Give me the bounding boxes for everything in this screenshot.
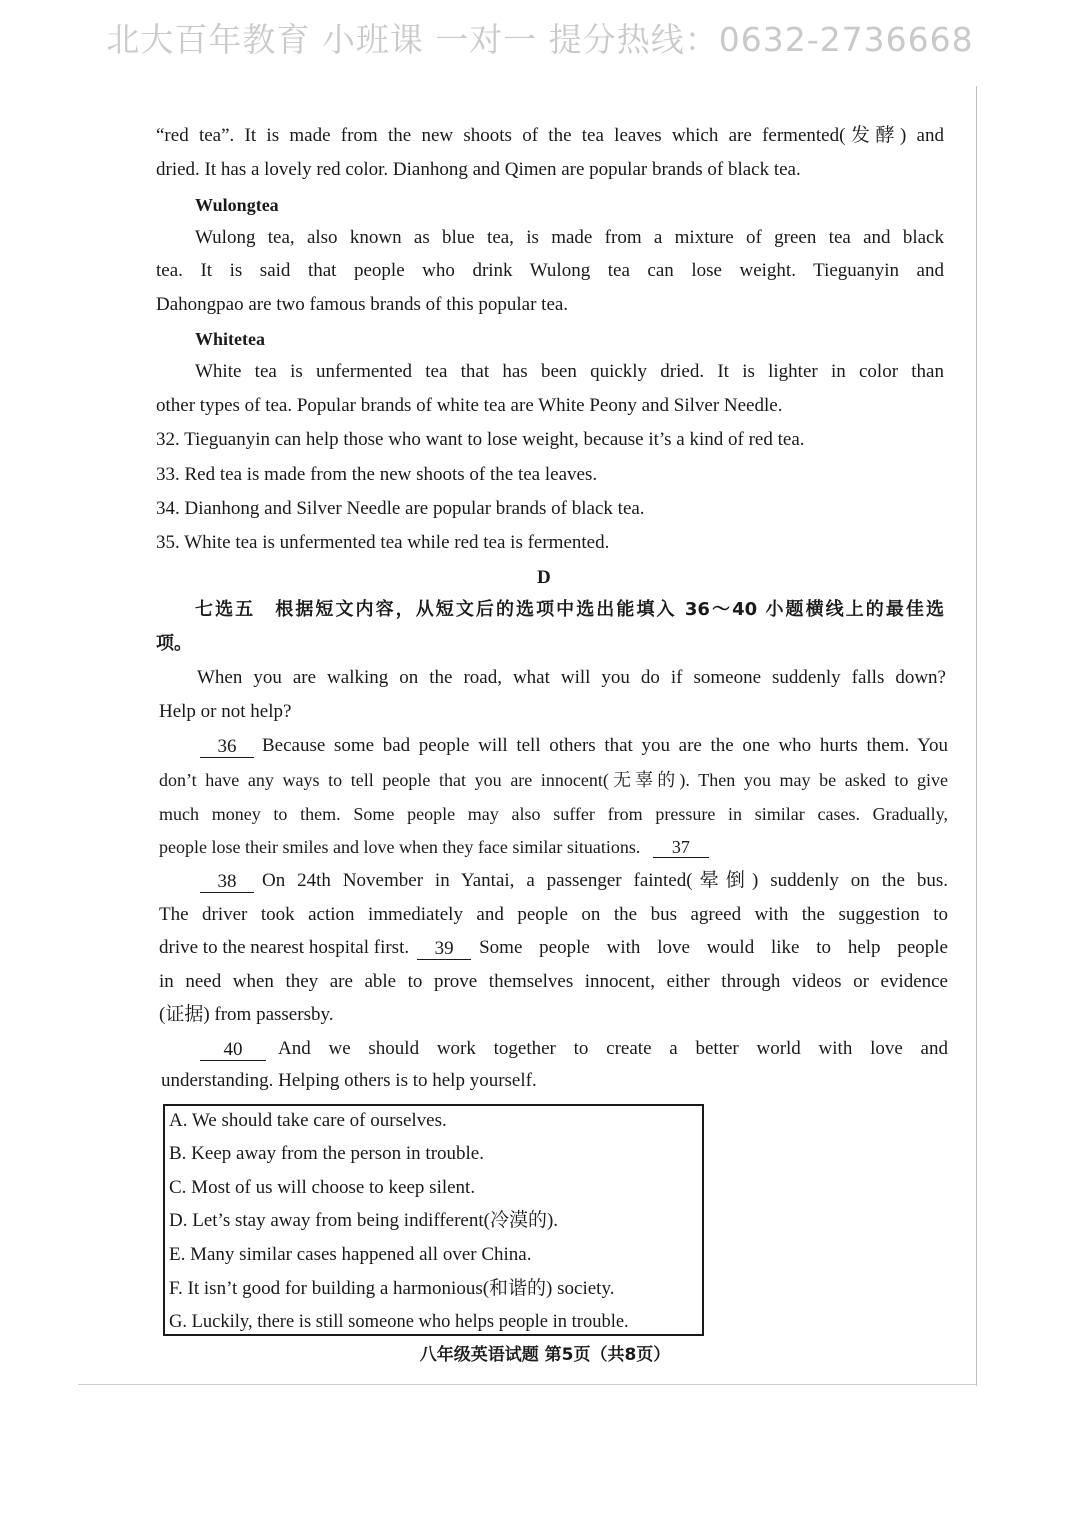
d-para2-line-1 xyxy=(200,734,948,758)
d-para3-line-3a: drive to the nearest hospital first. xyxy=(159,937,410,958)
wulong-line-1: Wulong tea, also known as blue tea, is made from a mixture of green tea and black xyxy=(195,227,944,248)
question-35: 35. White tea is unfermented tea while red tea is fermented. xyxy=(156,532,610,553)
red-tea-line-2: dried. It has a lovely red color. Dianhong and Qimen are popular brands of black tea. xyxy=(156,159,801,180)
question-34: 34. Dianhong and Silver Needle are popular brands of black tea. xyxy=(156,498,645,519)
d-para3-line-2: The driver took action immediately and people on the bus agreed with the suggestion to xyxy=(159,904,948,925)
d-para3-line-3 xyxy=(159,936,948,960)
scan-edge-right xyxy=(976,86,977,1386)
option-c[interactable]: C. Most of us will choose to keep silent. xyxy=(169,1177,476,1198)
option-d[interactable]: D. Let’s stay away from being indifferent(冷漠的). xyxy=(169,1210,559,1231)
scan-edge-bottom xyxy=(78,1384,977,1385)
d-para3-line-1 xyxy=(200,869,948,893)
page-footer: 八年级英语试题 第5页（共8页） xyxy=(419,1345,671,1365)
option-b[interactable]: B. Keep away from the person in trouble. xyxy=(169,1143,484,1164)
option-g[interactable]: G. Luckily, there is still someone who helps people in trouble. xyxy=(169,1312,629,1332)
section-d-instruction-2: 项。 xyxy=(156,633,192,654)
d-para2-line-3: much money to them. Some people may also suffer from pressure in similar cases. Gradually, xyxy=(159,804,948,824)
white-tea-line-2: other types of tea. Popular brands of white tea are White Peony and Silver Needle. xyxy=(156,395,783,416)
option-f[interactable]: F. It isn’t good for building a harmonious(和谐的) society. xyxy=(169,1278,615,1299)
blank-38[interactable]: 38 xyxy=(200,872,254,893)
d-para4-line-1-text: And we should work together to create a better world with love and xyxy=(278,1038,948,1059)
d-para1-line-2: Help or not help? xyxy=(159,701,292,722)
d-para3-line-5: (证据) from passersby. xyxy=(159,1004,334,1025)
watermark-hotline: 北大百年教育 小班课 一对一 提分热线：0632-2736668 xyxy=(106,20,974,59)
blank-40[interactable]: 40 xyxy=(200,1040,266,1061)
white-tea-line-1: White tea is unfermented tea that has been quickly dried. It is lighter in color than xyxy=(195,361,944,382)
red-tea-line-1: “red tea”. It is made from the new shoots of the tea leaves which are fermented(发酵) and xyxy=(156,125,944,146)
section-d-label: D xyxy=(537,567,551,588)
d-para3-line-4: in need when they are able to prove themselves innocent, either through videos or evidence xyxy=(159,971,948,992)
d-para3-line-3b: Some people with love would like to help people xyxy=(479,937,948,958)
heading-white-tea: Whitetea xyxy=(195,329,265,349)
blank-36[interactable]: 36 xyxy=(200,737,254,758)
d-para4-line-1 xyxy=(200,1037,948,1061)
question-33: 33. Red tea is made from the new shoots of the tea leaves. xyxy=(156,464,598,485)
option-a[interactable]: A. We should take care of ourselves. xyxy=(169,1110,447,1131)
d-para2-line-4-text: people lose their smiles and love when they face similar situations. xyxy=(159,837,641,857)
d-para2-line-1-text: Because some bad people will tell others that you are the one who hurts them. You xyxy=(262,735,948,756)
options-box xyxy=(163,1104,704,1336)
d-para1-line-1: When you are walking on the road, what will you do if someone suddenly falls down? xyxy=(197,667,946,688)
d-para2-line-2: don’t have any ways to tell people that you are innocent(无辜的). Then you may be asked to give xyxy=(159,770,948,790)
d-para4-line-2: understanding. Helping others is to help yourself. xyxy=(161,1070,537,1091)
wulong-line-3: Dahongpao are two famous brands of this popular tea. xyxy=(156,294,569,315)
blank-39[interactable]: 39 xyxy=(417,939,471,960)
option-e[interactable]: E. Many similar cases happened all over China. xyxy=(169,1244,532,1265)
wulong-line-2: tea. It is said that people who drink Wulong tea can lose weight. Tieguanyin and xyxy=(156,260,944,281)
heading-wulong-tea: Wulongtea xyxy=(195,195,279,215)
section-d-instruction-1: 七选五 根据短文内容，从短文后的选项中选出能填入 36～40 小题横线上的最佳选 xyxy=(195,599,944,620)
d-para2-line-4 xyxy=(159,835,709,859)
d-para3-line-1-text: On 24th November in Yantai, a passenger fainted(晕倒) suddenly on the bus. xyxy=(262,870,948,891)
blank-37[interactable]: 37 xyxy=(653,837,709,858)
question-32: 32. Tieguanyin can help those who want to lose weight, because it’s a kind of red tea. xyxy=(156,429,805,450)
